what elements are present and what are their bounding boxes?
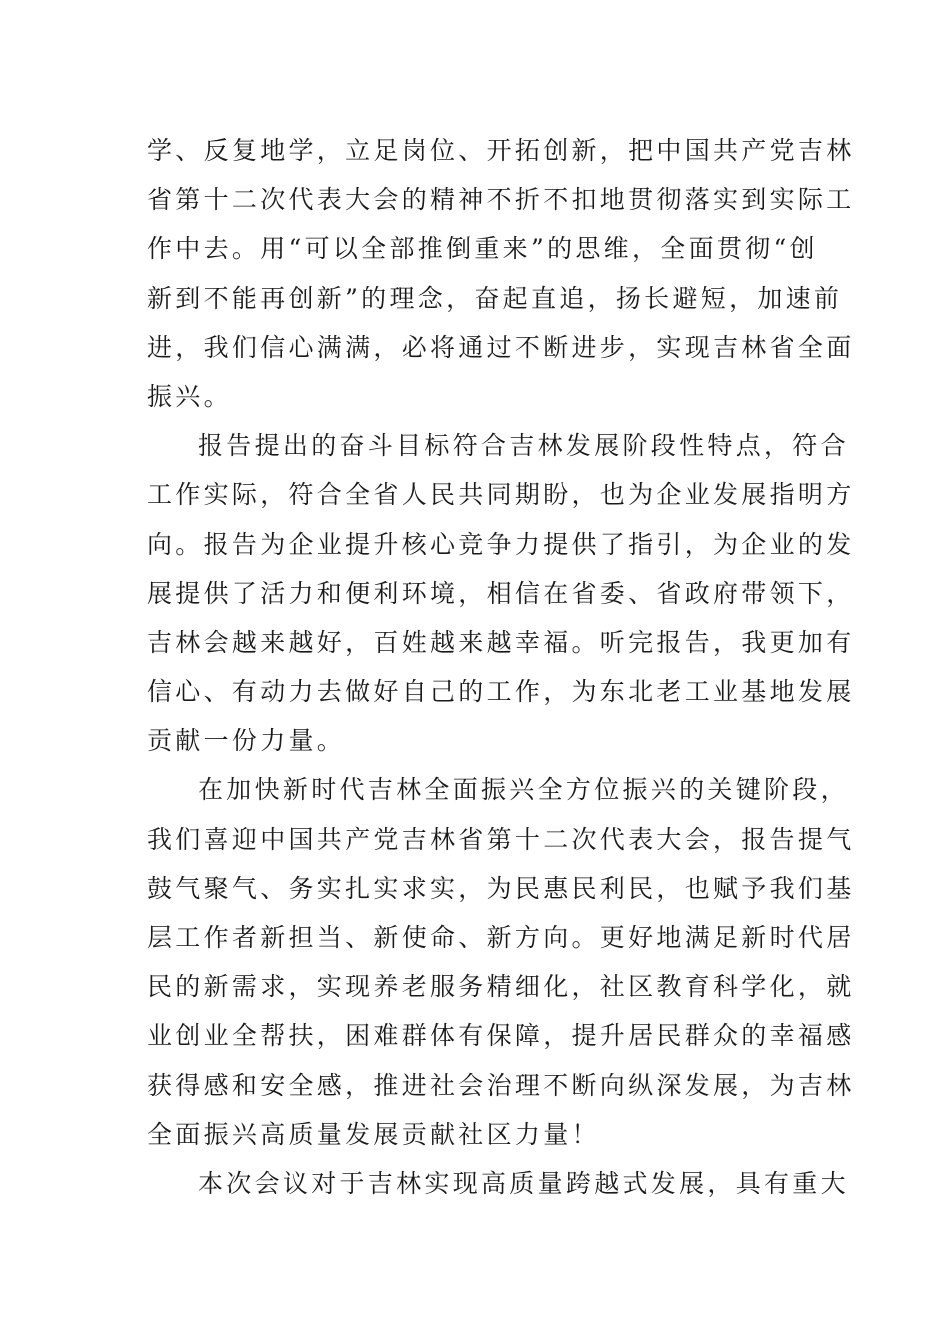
text-line: 作中去。用“可以全部推倒重来”的思维，全面贯彻“创: [147, 234, 818, 264]
text-line: 展提供了活力和便利环境，相信在省委、省政府带领下，: [147, 578, 855, 608]
paragraph-start-line: 本次会议对于吉林实现高质量跨越式发展，具有重大: [198, 1168, 849, 1198]
text-line: 吉林会越来越好，百姓越来越幸福。听完报告，我更加有: [147, 627, 855, 657]
document-body: [147, 126, 855, 1208]
text-line: 信心、有动力去做好自己的工作，为东北老工业基地发展: [147, 677, 855, 707]
text-line: 省第十二次代表大会的精神不折不扣地贯彻落实到实际工: [147, 185, 855, 215]
text-line: 全面振兴高质量发展贡献社区力量！: [147, 1119, 600, 1149]
text-line: 工作实际，符合全省人民共同期盼，也为企业发展指明方: [147, 480, 855, 510]
text-line: 民的新需求，实现养老服务精细化，社区教育科学化，就: [147, 972, 855, 1002]
text-line: 业创业全帮扶，困难群体有保障，提升居民群众的幸福感: [147, 1021, 855, 1051]
text-line: 我们喜迎中国共产党吉林省第十二次代表大会，报告提气: [147, 824, 855, 854]
text-line: 贡献一份力量。: [147, 726, 346, 756]
text-line: 层工作者新担当、新使命、新方向。更好地满足新时代居: [147, 923, 855, 952]
paragraph-start-line: 在加快新时代吉林全面振兴全方位振兴的关键阶段，: [198, 775, 849, 805]
text-line: 进，我们信心满满，必将通过不断进步，实现吉林省全面: [147, 332, 855, 362]
text-line: 向。报告为企业提升核心竞争力提供了指引，为企业的发: [147, 529, 855, 559]
text-line: 学、反复地学，立足岗位、开拓创新，把中国共产党吉林: [147, 136, 855, 165]
text-line: 振兴。: [147, 381, 232, 411]
text-line: 新到不能再创新”的理念，奋起直追，扬长避短，加速前: [147, 283, 843, 313]
text-line: 鼓气聚气、务实扎实求实，为民惠民利民，也赋予我们基: [147, 873, 855, 903]
paragraph-start-line: 报告提出的奋斗目标符合吉林发展阶段性特点，符合: [198, 431, 849, 461]
text-line: 获得感和安全感，推进社会治理不断向纵深发展，为吉林: [147, 1070, 855, 1100]
